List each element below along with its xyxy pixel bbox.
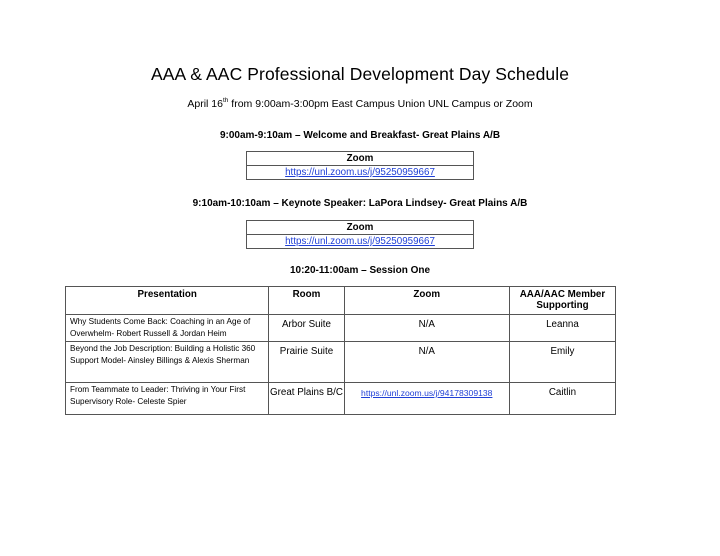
table-row bbox=[66, 315, 616, 342]
keynote-heading: 9:10am-10:10am – Keynote Speaker: LaPora Lindsey- Great Plains A/B bbox=[192, 198, 528, 209]
room-cell: Great Plains B/C bbox=[269, 383, 344, 415]
welcome-heading: 9:00am-9:10am – Welcome and Breakfast- Great Plains A/B bbox=[219, 130, 501, 141]
col-presentation: Presentation bbox=[66, 287, 269, 315]
col-member: AAA/AAC Member Supporting bbox=[509, 287, 615, 315]
session-one-table bbox=[65, 286, 616, 415]
welcome-zoom-link[interactable]: https://unl.zoom.us/j/95250959667 bbox=[285, 167, 435, 178]
table-row bbox=[66, 383, 616, 415]
member-cell: Emily bbox=[509, 342, 615, 383]
subtitle-ordinal: th bbox=[222, 97, 229, 104]
presentation-cell: Beyond the Job Description: Building a Holistic 360 Support Model- Ainsley Billings & Alexis Sherman bbox=[66, 342, 269, 383]
zoom-link-cell bbox=[247, 235, 474, 249]
keynote-zoom-table bbox=[246, 220, 474, 249]
room-cell: Arbor Suite bbox=[269, 315, 344, 342]
event-subtitle bbox=[0, 97, 720, 110]
zoom-cell bbox=[344, 383, 509, 415]
table-header-row bbox=[66, 287, 616, 315]
subtitle-details: from 9:00am-3:00pm East Campus Union UNL Campus or Zoom bbox=[228, 98, 533, 110]
col-zoom: Zoom bbox=[344, 287, 509, 315]
member-cell: Leanna bbox=[509, 315, 615, 342]
page-title: AAA & AAC Professional Development Day Schedule bbox=[150, 64, 570, 84]
welcome-zoom-table bbox=[246, 151, 474, 180]
member-cell: Caitlin bbox=[509, 383, 615, 415]
zoom-cell: N/A bbox=[344, 342, 509, 383]
room-cell: Prairie Suite bbox=[269, 342, 344, 383]
zoom-link-cell bbox=[247, 166, 474, 180]
col-room: Room bbox=[269, 287, 344, 315]
zoom-header: Zoom bbox=[247, 221, 474, 235]
table-row bbox=[66, 342, 616, 383]
zoom-header: Zoom bbox=[247, 152, 474, 166]
subtitle-date: April 16 bbox=[187, 98, 223, 110]
session-zoom-link[interactable]: https://unl.zoom.us/j/94178309138 bbox=[361, 388, 493, 398]
presentation-cell: From Teammate to Leader: Thriving in Your First Supervisory Role- Celeste Spier bbox=[66, 383, 269, 415]
keynote-zoom-link[interactable]: https://unl.zoom.us/j/95250959667 bbox=[285, 236, 435, 247]
zoom-cell: N/A bbox=[344, 315, 509, 342]
session-one-heading: 10:20-11:00am – Session One bbox=[289, 265, 431, 276]
presentation-cell: Why Students Come Back: Coaching in an Age of Overwhelm- Robert Russell & Jordan Heim bbox=[66, 315, 269, 342]
